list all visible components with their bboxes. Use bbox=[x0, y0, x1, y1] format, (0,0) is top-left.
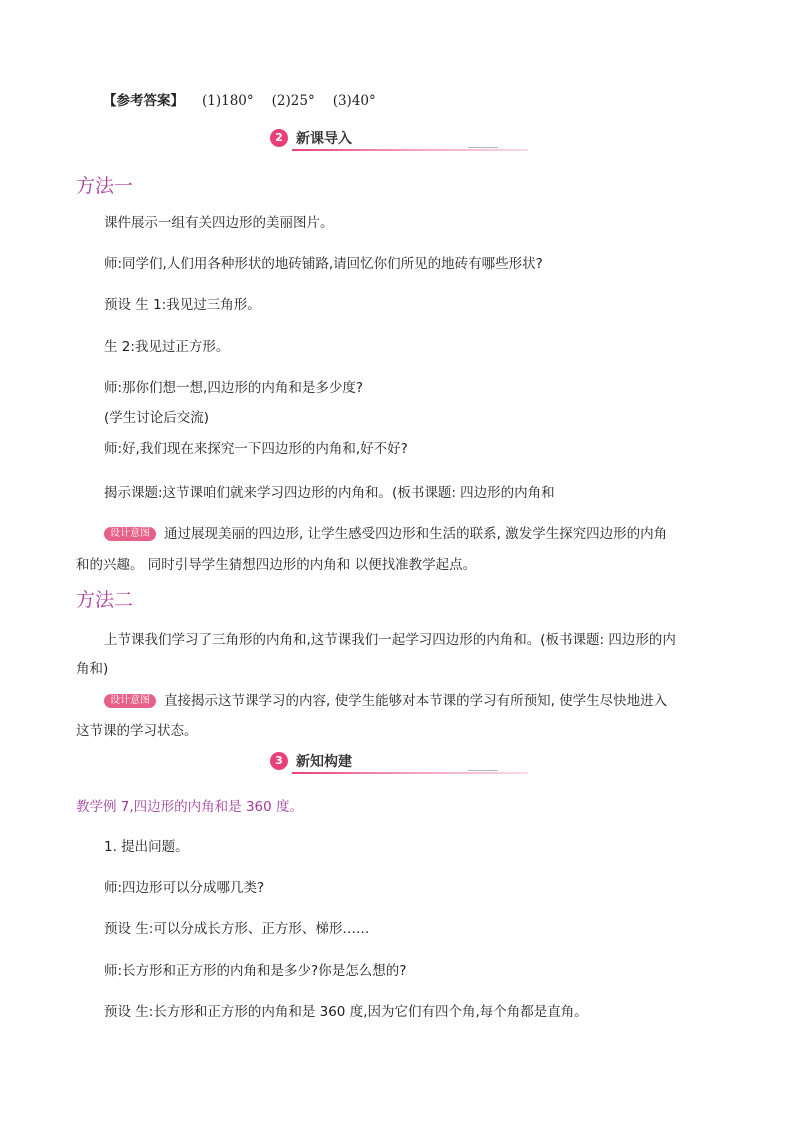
section-number-badge: 3 bbox=[270, 752, 288, 770]
method-one-title: 方法一 bbox=[76, 175, 134, 197]
reference-answer bbox=[103, 89, 394, 109]
section-number-badge: 2 bbox=[270, 129, 288, 147]
answer-item: (3)40° bbox=[332, 93, 376, 109]
paragraph-continuation: 角和) bbox=[76, 661, 109, 677]
answer-label: 【参考答案】 bbox=[103, 93, 184, 109]
design-intent-text: 直接揭示这节课学习的内容, 使学生能够对本节课的学习有所预知, 使学生尽快地进入 bbox=[164, 693, 668, 709]
paragraph: 1. 提出问题。 bbox=[104, 839, 189, 855]
design-intent-continuation: 和的兴趣。 同时引导学生猜想四边形的内角和 以便找准教学起点。 bbox=[76, 557, 477, 573]
section-header-new-knowledge bbox=[270, 750, 528, 774]
paragraph: 师:同学们,人们用各种形状的地砖铺路,请回忆你们所见的地砖有哪些形状? bbox=[104, 256, 543, 272]
paragraph: 预设 生 1:我见过三角形。 bbox=[104, 297, 261, 313]
answer-item: (2)25° bbox=[271, 93, 315, 109]
paragraph: 预设 生:可以分成长方形、正方形、梯形…… bbox=[104, 921, 370, 937]
paragraph: (学生讨论后交流) bbox=[104, 410, 210, 426]
design-intent-line bbox=[104, 525, 667, 543]
method-two-title: 方法二 bbox=[76, 589, 134, 611]
section-rule bbox=[292, 149, 528, 151]
design-intent-badge: 设计意图 bbox=[104, 694, 156, 708]
answer-item: (1)180° bbox=[202, 93, 254, 109]
section-title: 新课导入 bbox=[296, 131, 352, 147]
paragraph: 师:四边形可以分成哪几类? bbox=[104, 880, 265, 896]
design-intent-badge: 设计意图 bbox=[104, 527, 156, 541]
design-intent-continuation: 这节课的学习状态。 bbox=[76, 723, 198, 739]
section-rule-accent bbox=[468, 147, 498, 148]
paragraph: 师:长方形和正方形的内角和是多少?你是怎么想的? bbox=[104, 963, 407, 979]
paragraph: 生 2:我见过正方形。 bbox=[104, 339, 230, 355]
paragraph: 上节课我们学习了三角形的内角和,这节课我们一起学习四边形的内角和。(板书课题: 四边形的内 bbox=[104, 632, 676, 648]
paragraph: 课件展示一组有关四边形的美丽图片。 bbox=[104, 215, 334, 231]
section-title: 新知构建 bbox=[296, 754, 352, 770]
design-intent-line bbox=[104, 692, 667, 710]
paragraph: 师:好,我们现在来探究一下四边形的内角和,好不好? bbox=[104, 441, 408, 457]
design-intent-text: 通过展现美丽的四边形, 让学生感受四边形和生活的联系, 激发学生探究四边形的内角 bbox=[164, 526, 668, 542]
example-title: 教学例 7,四边形的内角和是 360 度。 bbox=[76, 799, 304, 815]
section-rule bbox=[292, 772, 528, 774]
paragraph: 揭示课题:这节课咱们就来学习四边形的内角和。(板书课题: 四边形的内角和 bbox=[104, 485, 555, 501]
paragraph: 师:那你们想一想,四边形的内角和是多少度? bbox=[104, 380, 364, 396]
section-rule-accent bbox=[468, 770, 498, 771]
section-header-new-lesson bbox=[270, 127, 528, 151]
paragraph: 预设 生:长方形和正方形的内角和是 360 度,因为它们有四个角,每个角都是直角。 bbox=[104, 1004, 588, 1020]
